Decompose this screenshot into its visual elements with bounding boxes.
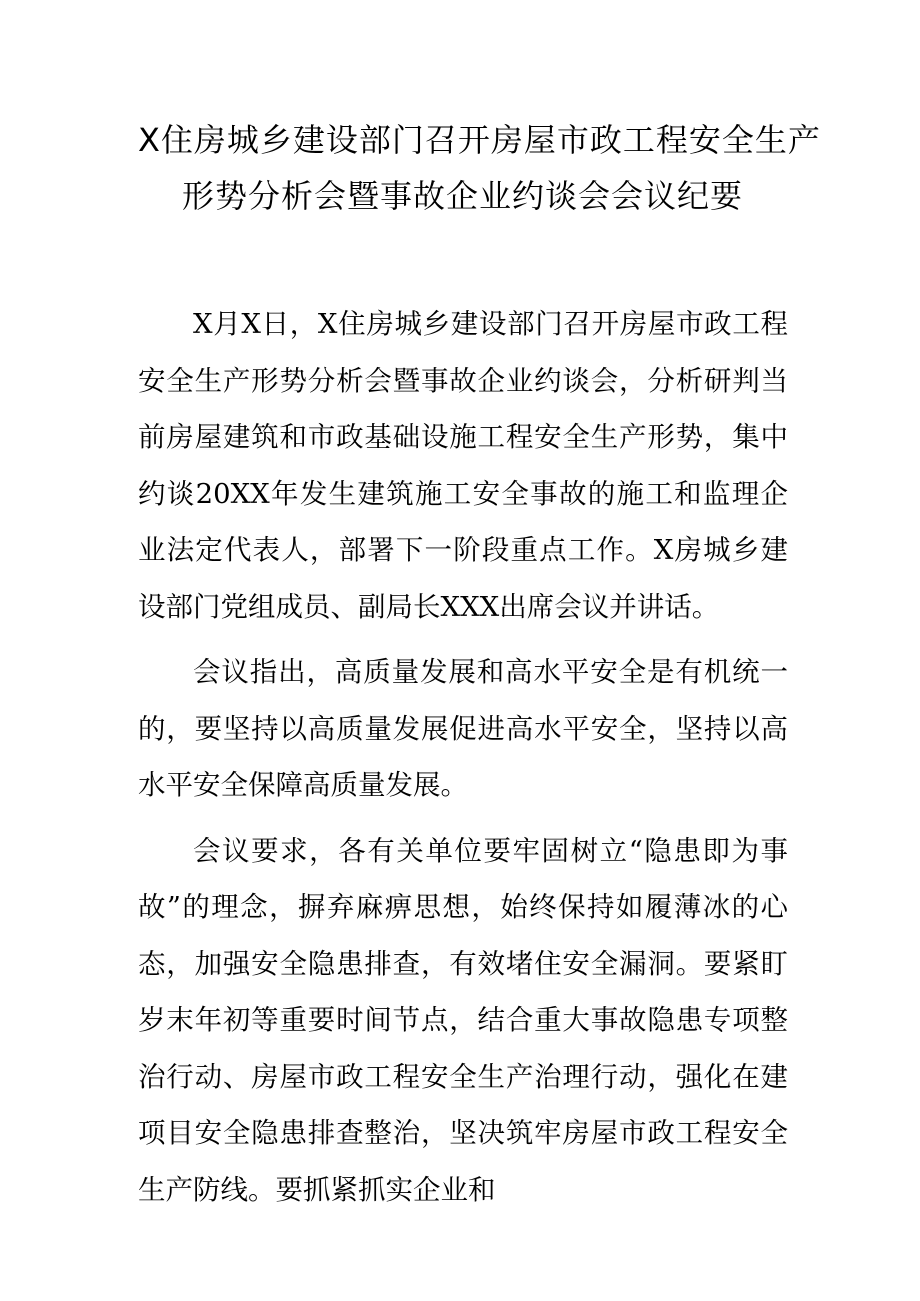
document-title [110,112,821,224]
paragraph-1: X月X日，X住房城乡建设部门召开房屋市政工程安全生产形势分析会暨事故企业约谈会，分析研判当前房屋建筑和市政基础设施工程安全生产形势，集中约谈20XX年发生建筑施工安全事故的施工和监理企业法定代表人，部署下一阶段重点工作。X房城乡建设部门党组成员、副局长XXX出席会议并讲话。 [138,308,788,623]
title-line-2: 形势分析会暨事故企业约谈会会议纪要 [182,177,744,215]
paragraph-3: 会议要求，各有关单位要牢固树立“隐患即为事故”的理念，摒弃麻痹思想，始终保持如履薄冰的心态，加强安全隐患排查，有效堵住安全漏洞。要紧盯岁末年初等重要时间节点，结合重大事故隐患专项整治行动、房屋市政工程安全生产治理行动，强化在建项目安全隐患排查整治，坚决筑牢房屋市政工程安全生产防线。要抓紧抓实企业和 [138,834,788,1206]
document-body [138,296,788,1227]
title-line-1: X住房城乡建设部门召开房屋市政工程安全生产 [138,121,821,159]
paragraph-2: 会议指出，高质量发展和高水平安全是有机统一的，要坚持以高质量发展促进高水平安全，坚持以高水平安全保障高质量发展。 [138,656,788,801]
